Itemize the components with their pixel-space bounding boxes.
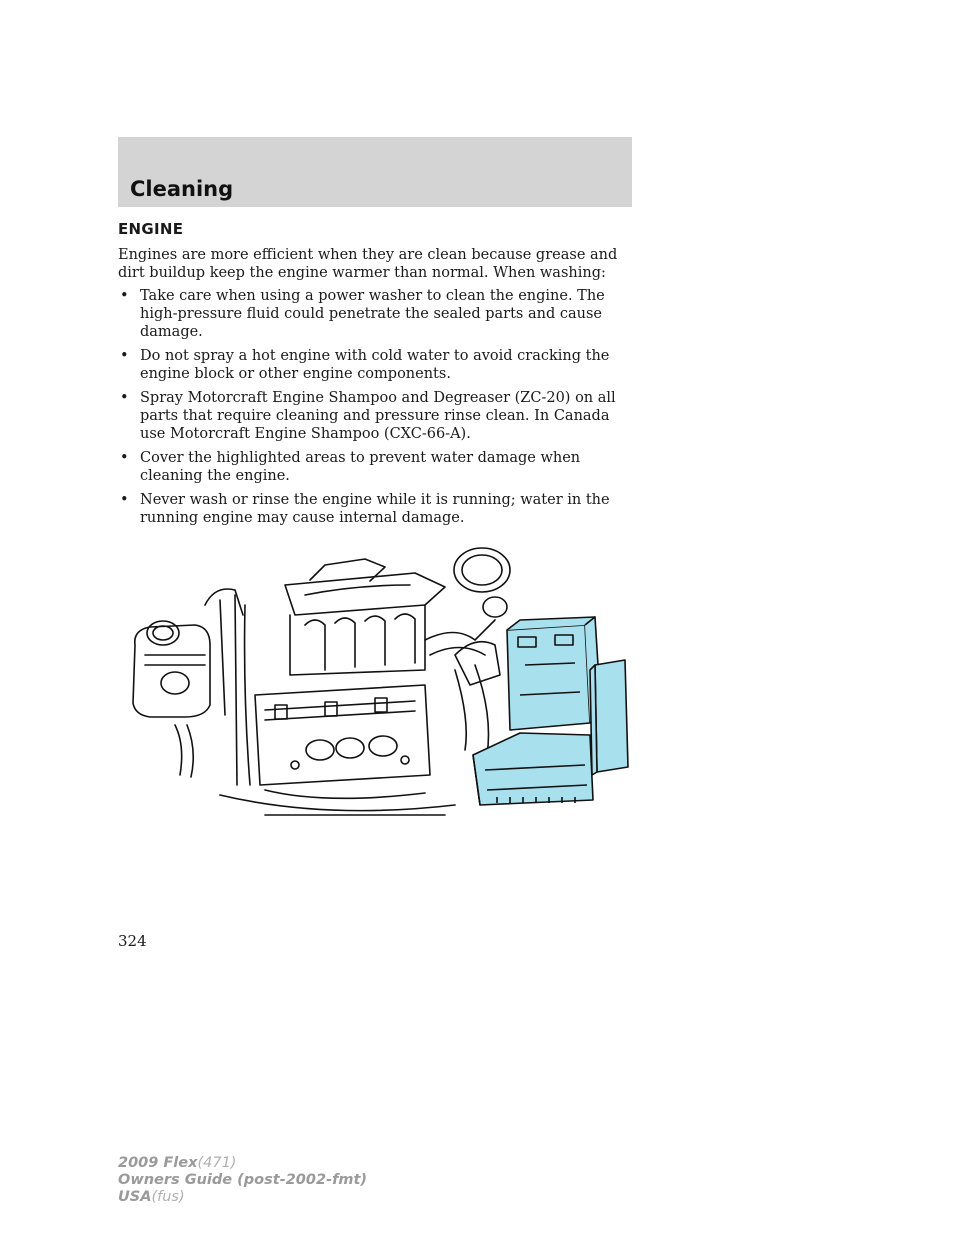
- washing-tips-list: [118, 287, 638, 527]
- fuse-box-highlight: [590, 660, 628, 775]
- guide-label: Owners Guide (post-2002-fmt): [118, 1172, 368, 1188]
- list-item: [118, 287, 638, 341]
- topic-heading: ENGINE: [118, 220, 184, 238]
- battery-highlight: [507, 617, 601, 730]
- list-item: [118, 449, 638, 485]
- intro-paragraph: Engines are more efficient when they are clean because grease and dirt buildup keep the engine warmer than normal. When washing:: [118, 247, 618, 281]
- bullet-icon: •: [120, 288, 129, 304]
- document-footer: [118, 1155, 367, 1206]
- list-item: [118, 389, 638, 443]
- footer-line-3: [118, 1189, 367, 1206]
- list-item-text: Do not spray a hot engine with cold water to avoid cracking the engine block or other engine components.: [140, 348, 610, 382]
- intake-manifold: [285, 559, 445, 675]
- list-item: [118, 347, 638, 383]
- market-code: (fus): [151, 1189, 185, 1205]
- market-label: USA: [118, 1189, 152, 1205]
- footer-line-2: [118, 1172, 367, 1189]
- bullet-icon: •: [120, 492, 129, 508]
- list-item-text: Take care when using a power washer to clean the engine. The high-pressure fluid could penetrate the sealed parts and cause damage.: [140, 288, 605, 340]
- bullet-icon: •: [120, 348, 129, 364]
- air-intake-tube: [425, 548, 510, 755]
- model-label: 2009 Flex: [118, 1155, 198, 1171]
- section-header: [118, 137, 632, 207]
- air-cleaner-highlight: [473, 733, 593, 805]
- list-item-text: Spray Motorcraft Engine Shampoo and Degreaser (ZC-20) on all parts that require cleaning and pressure rinse clean. In Canada use Motorcraft Engine Shampoo (CXC-66-A).: [140, 390, 616, 442]
- page-number: 324: [118, 932, 147, 950]
- coolant-reservoir: [133, 621, 210, 717]
- footer-line-1: [118, 1155, 367, 1172]
- engine-illustration: [125, 545, 635, 830]
- list-item-text: Never wash or rinse the engine while it is running; water in the running engine may cause internal damage.: [140, 492, 610, 526]
- list-item-text: Cover the highlighted areas to prevent water damage when cleaning the engine.: [140, 450, 581, 484]
- model-code: (471): [197, 1155, 237, 1171]
- page-body: [118, 220, 638, 533]
- list-item: [118, 491, 638, 527]
- bullet-icon: •: [120, 450, 129, 466]
- section-title: Cleaning: [130, 177, 234, 201]
- valve-cover: [255, 685, 430, 798]
- bullet-icon: •: [120, 390, 129, 406]
